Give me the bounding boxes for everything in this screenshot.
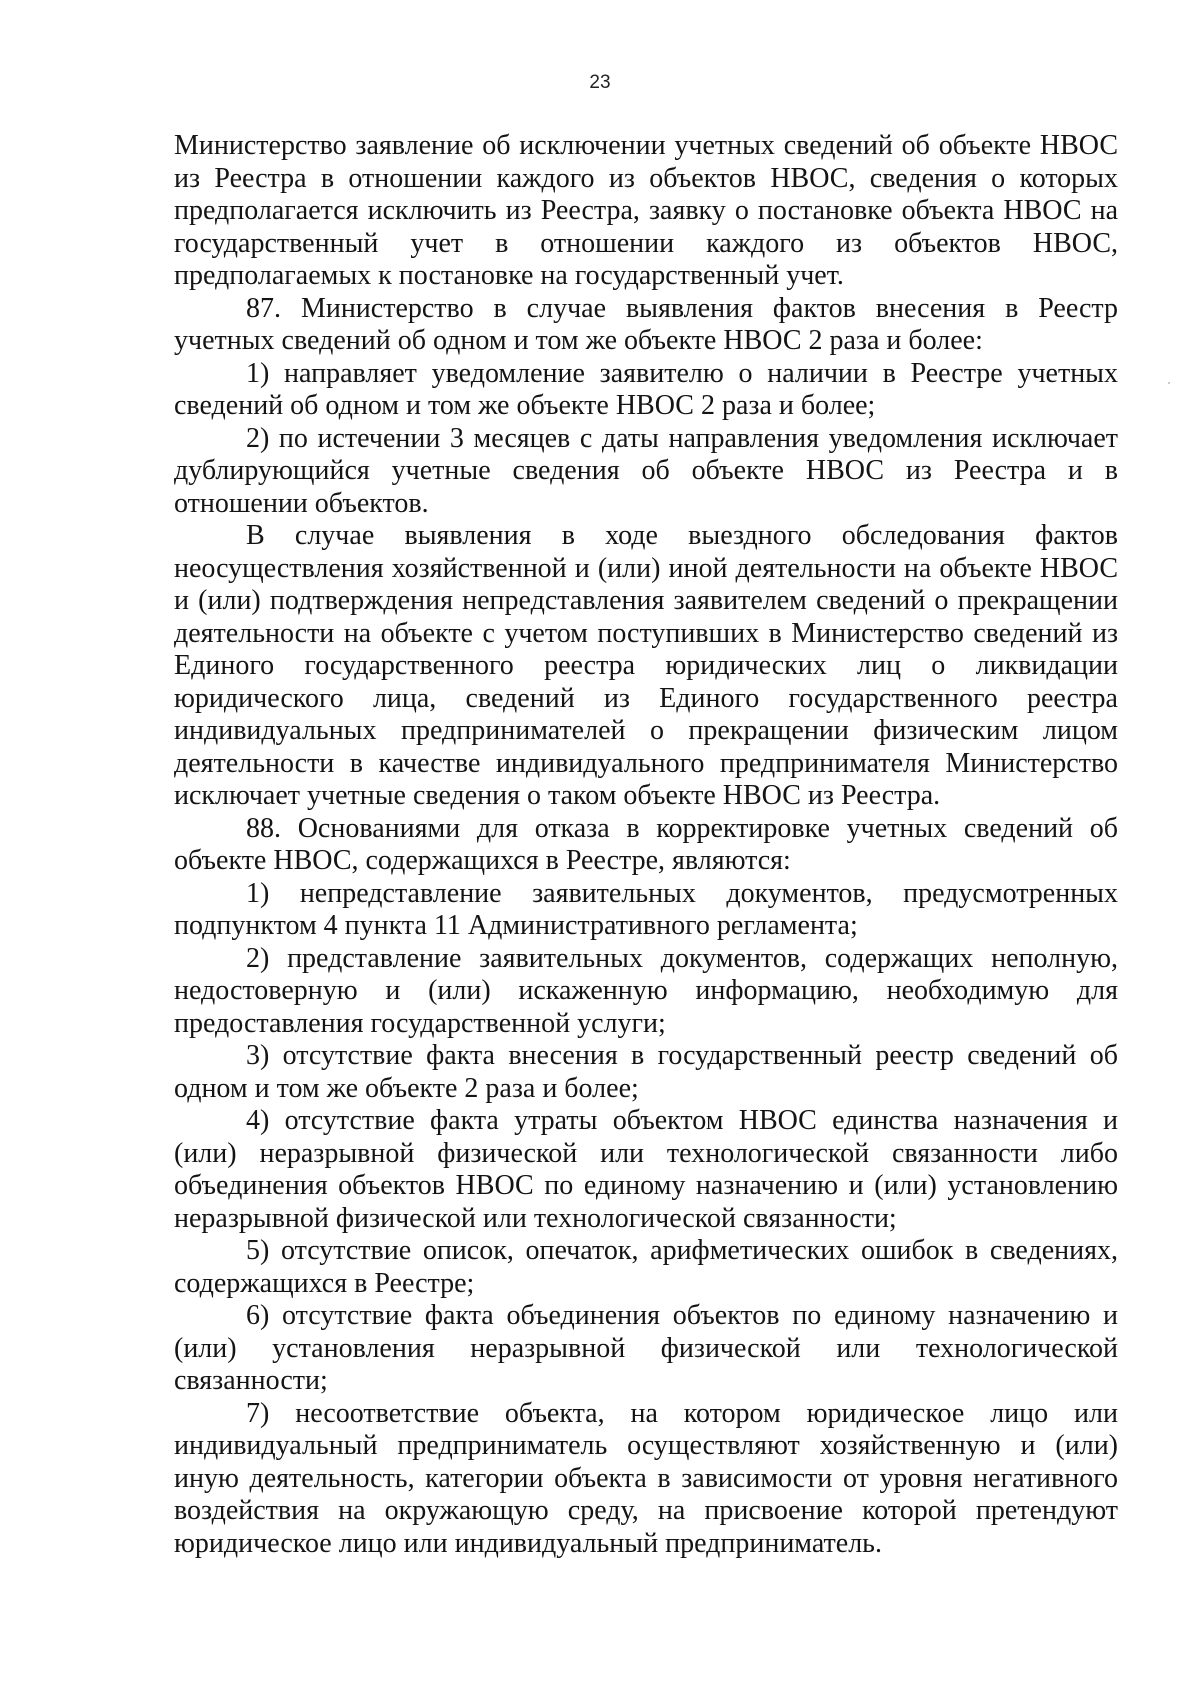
paragraph-87: 87. Министерство в случае выявления фактов внесения в Реестр учетных сведений об одном и том же объекте НВОС 2 раза и более: xyxy=(174,292,1118,356)
scan-artifact xyxy=(1168,382,1170,384)
paragraph-continuation: Министерство заявление об исключении учетных сведений об объекте НВОС из Реестра в отношении каждого из объектов НВОС, сведения о которых предполагается исключить из Реестра, заявку о постановке объекта НВОС на государственный учет в отношении каждого из объектов НВОС, предполагаемых к постановке на государственный учет. xyxy=(174,130,1118,291)
paragraph-87-item-2: 2) по истечении 3 месяцев с даты направления уведомления исключает дублирующийся учетные сведения об объекте НВОС из Реестра и в отношении объектов. xyxy=(174,422,1118,519)
paragraph-exclusion-case: В случае выявления в ходе выездного обследования фактов неосуществления хозяйственной и (или) иной деятельности на объекте НВОС и (или) подтверждения непредставления заявителем сведений о прекращении деятельности на объекте с учетом поступивших в Министерство сведений из Единого государственного реестра юридических лиц о ликвидации юридического лица, сведений из Единого государственного реестра индивидуальных предпринимателей о прекращении физическим лицом деятельности в качестве индивидуального предпринимателя Министерство исключает учетные сведения о таком объекте НВОС из Реестра. xyxy=(174,520,1118,811)
page-number: 23 xyxy=(589,72,611,93)
paragraph-88-item-5: 5) отсутствие описок, опечаток, арифметических ошибок в сведениях, содержащихся в Реестре; xyxy=(174,1235,1118,1299)
paragraph-87-item-1: 1) направляет уведомление заявителю о наличии в Реестре учетных сведений об одном и том же объекте НВОС 2 раза и более; xyxy=(174,357,1118,421)
paragraph-88-item-2: 2) представление заявительных документов, содержащих неполную, недостоверную и (или) искаженную информацию, необходимую для предоставления государственной услуги; xyxy=(174,942,1118,1039)
paragraph-88-item-1: 1) непредставление заявительных документов, предусмотренных подпунктом 4 пункта 11 Административного регламента; xyxy=(174,877,1118,941)
paragraph-88-item-3: 3) отсутствие факта внесения в государственный реестр сведений об одном и том же объекте 2 раза и более; xyxy=(174,1040,1118,1104)
paragraph-88-item-4: 4) отсутствие факта утраты объектом НВОС единства назначения и (или) неразрывной физической или технологической связанности либо объединения объектов НВОС по единому назначению и (или) установлению неразрывной физической или технологической связанности; xyxy=(174,1105,1118,1234)
paragraph-88: 88. Основаниями для отказа в корректировке учетных сведений об объекте НВОС, содержащихся в Реестре, являются: xyxy=(174,812,1118,876)
paragraph-88-item-6: 6) отсутствие факта объединения объектов по единому назначению и (или) установления неразрывной физической или технологической связанности; xyxy=(174,1300,1118,1396)
document-body xyxy=(174,130,1118,1560)
paragraph-88-item-7: 7) несоответствие объекта, на котором юридическое лицо или индивидуальный предприниматель осуществляют хозяйственную и (или) иную деятельность, категории объекта в зависимости от уровня негативного воздействия на окружающую среду, на присвоение которой претендуют юридическое лицо или индивидуальный предприниматель. xyxy=(174,1397,1118,1559)
